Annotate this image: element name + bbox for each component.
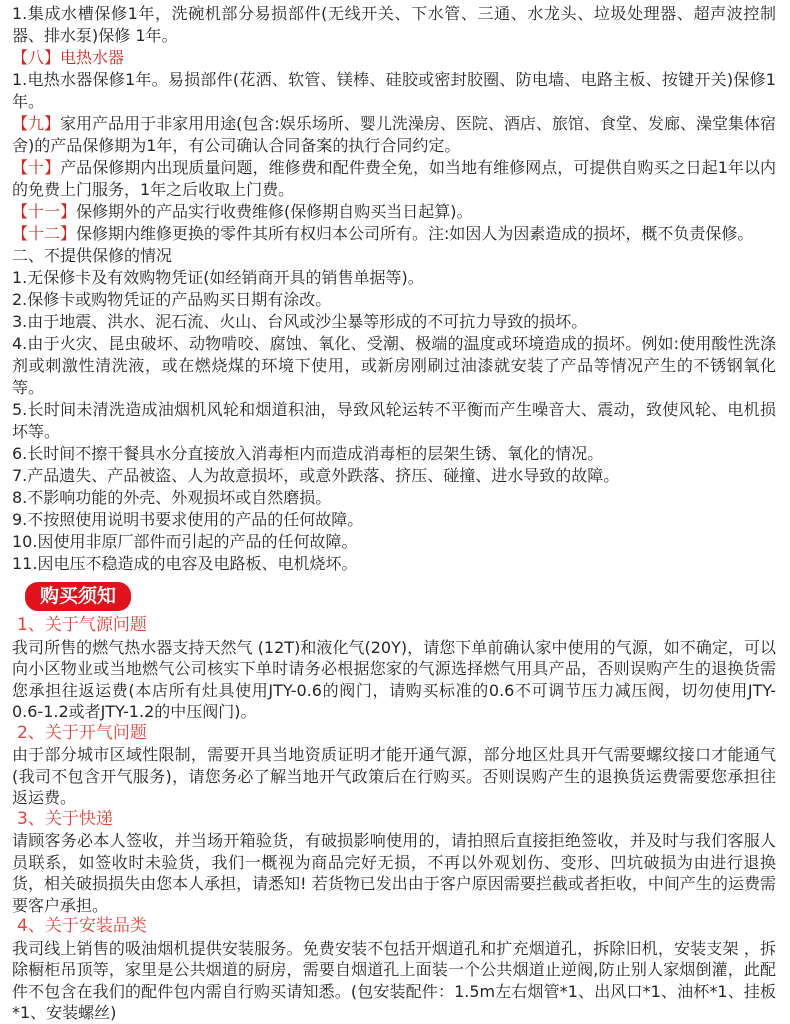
warranty-item [12, 531, 776, 553]
notice-section-title: 2、关于开气问题 [17, 722, 147, 743]
purchase-notice-badge-row [25, 582, 776, 611]
warranty-item-text: 1.集成水槽保修1年，洗碗机部分易损部件(无线开关、下水管、三通、水龙头、垃圾处理器、超声波控制器、排水泵)保修 1年。 [12, 4, 776, 45]
purchase-notice-badge: 购买须知 [25, 582, 131, 611]
warranty-item [12, 267, 776, 289]
notice-section-body: 我司线上销售的吸油烟机提供安装服务。免费安装不包括开烟道孔和扩充烟道孔，拆除旧机，安装支架 ，拆除橱柜吊顶等，家里是公共烟道的厨房，需要自烟道孔上面装一个公共烟道止逆阀,防止别人家烟倒灌，此配件不包含在我们的配件包内需自行购买请知悉。(包安装配件：1.5m左右烟管*1、出风口*1、油杯*1、挂板*1、安装螺丝) [12, 938, 776, 1022]
warranty-item-text: 5.长时间未清洗造成油烟机风轮和烟道积油，导致风轮运转不平衡而产生噪音大、震动，致使风轮、电机损坏等。 [12, 400, 776, 441]
warranty-item-text: 8.不影响功能的外壳、外观损坏或自然磨损。 [12, 488, 332, 507]
warranty-item-text: 9.不按照使用说明书要求使用的产品的任何故障。 [12, 510, 364, 529]
notice-section-body: 请顾客务必本人签收，并当场开箱验货，有破损影响使用的，请拍照后直接拒绝签收，并及时与我们客服人员联系，如签收时未验货，我们一概视为商品完好无损，不再以外观划伤、变形、凹坑破损为由进行退换货，相关破损损失由您本人承担，请悉知! 若货物已发出由于客户原因需要拦截或者拒收，中间产生的运费需要客户承担。 [12, 831, 776, 915]
warranty-item-lead: 【八】电热水器 [12, 48, 125, 67]
warranty-item [12, 443, 776, 465]
warranty-item-lead: 【九】 [12, 114, 61, 133]
warranty-item-lead: 【十一】 [12, 202, 77, 221]
warranty-item-text: 产品保修期内出现质量问题，维修费和配件费全免，如当地有维修网点，可提供自购买之日起1年以内的免费上门服务，1年之后收取上门费。 [12, 158, 776, 199]
warranty-item [12, 487, 776, 509]
warranty-item [12, 113, 776, 157]
purchase-notice-sections [12, 615, 776, 1024]
warranty-item-lead: 【十】 [12, 158, 61, 177]
warranty-item [12, 333, 776, 399]
warranty-item-text: 家用产品用于非家用用途(包含:娱乐场所、婴儿洗澡房、医院、酒店、旅馆、食堂、发廊、澡堂集体宿舍)的产品保修期为1年，有公司确认合同备案的执行合同约定。 [12, 114, 776, 155]
notice-section-body: 由于部分城市区域性限制，需要开具当地资质证明才能开通气源，部分地区灶具开气需要螺纹接口才能通气(我司不包含开气服务)，请您务必了解当地开气政策后在行购买。否则误购产生的退换货运费需要您承担往返运费。 [12, 745, 776, 807]
notice-section-title: 4、关于安装品类 [17, 916, 147, 936]
warranty-item-text: 7.产品遗失、产品被盗、人为故意损坏，或意外跌落、挤压、碰撞、进水导致的故障。 [12, 466, 620, 485]
warranty-item-text: 6.长时间不擦干餐具水分直接放入消毒柜内而造成消毒柜的层架生锈、氧化的情况。 [12, 444, 604, 463]
warranty-item-text: 1.电热水器保修1年。易损部件(花洒、软管、镁棒、硅胶或密封胶圈、防电墙、电路主板、按键开关)保修1年。 [12, 70, 776, 111]
warranty-item [12, 311, 776, 333]
warranty-item-text: 4.由于火灾、昆虫破坏、动物啃咬、腐蚀、氧化、受潮、极端的温度或环境造成的损坏。例如:使用酸性洗涤剂或刺激性清洗液，或在燃烧煤的环境下使用，或新房刚刷过油漆就安装了产品等情况产生的不锈钢氧化等。 [12, 334, 776, 397]
notice-section-gas-opening [12, 723, 776, 809]
warranty-no-coverage-heading [12, 245, 776, 267]
warranty-item [12, 201, 776, 223]
notice-section-gas-source [12, 615, 776, 723]
warranty-item [12, 289, 776, 311]
warranty-item [12, 553, 776, 575]
warranty-terms-section [12, 3, 776, 575]
warranty-item-text: 3.由于地震、洪水、泥石流、火山、台风或沙尘暴等形成的不可抗力导致的损坏。 [12, 312, 588, 331]
notice-section-installation [12, 916, 776, 1024]
warranty-item [12, 399, 776, 443]
warranty-item [12, 69, 776, 113]
notice-section-title: 1、关于气源问题 [17, 615, 147, 635]
notice-section-express-delivery [12, 809, 776, 917]
warranty-item-text: 10.因使用非原厂部件而引起的产品的任何故障。 [12, 532, 358, 551]
warranty-item-text: 1.无保修卡及有效购物凭证(如经销商开具的销售单据等)。 [12, 268, 424, 287]
warranty-item [12, 47, 776, 69]
warranty-item-text: 保修期内维修更换的零件其所有权归本公司所有。注:如因人为因素造成的损坏，概不负责保修。 [76, 224, 754, 243]
warranty-item-text: 11.因电压不稳造成的电容及电路板、电机烧坏。 [12, 554, 358, 573]
warranty-item-text: 保修期外的产品实行收费维修(保修期自购买当日起算)。 [76, 202, 473, 221]
warranty-item [12, 465, 776, 487]
notice-section-title: 3、关于快递 [17, 808, 113, 829]
notice-section-body: 我司所售的燃气热水器支持天然气 (12T)和液化气(20Y)，请您下单前确认家中使用的气源，如不确定，可以向小区物业或当地燃气公司核实下单时请务必根据您家的气源选择燃气用具产品，否则误购产生的退换货需您承担往返运费(本店所有灶具使用JTY-0.6的阀门，请购买标准的0.6不可调节压力减压阀，切勿使用JTY-0.6-1.2或者JTY-1.2的中压阀门)。 [12, 637, 776, 721]
warranty-item-text: 2.保修卡或购物凭证的产品购买日期有涂改。 [12, 290, 332, 309]
warranty-item [12, 157, 776, 201]
warranty-item [12, 223, 776, 245]
warranty-item-text: 二、不提供保修的情况 [12, 246, 173, 265]
warranty-item-lead: 【十二】 [12, 224, 77, 243]
warranty-item [12, 509, 776, 531]
warranty-item [12, 3, 776, 47]
